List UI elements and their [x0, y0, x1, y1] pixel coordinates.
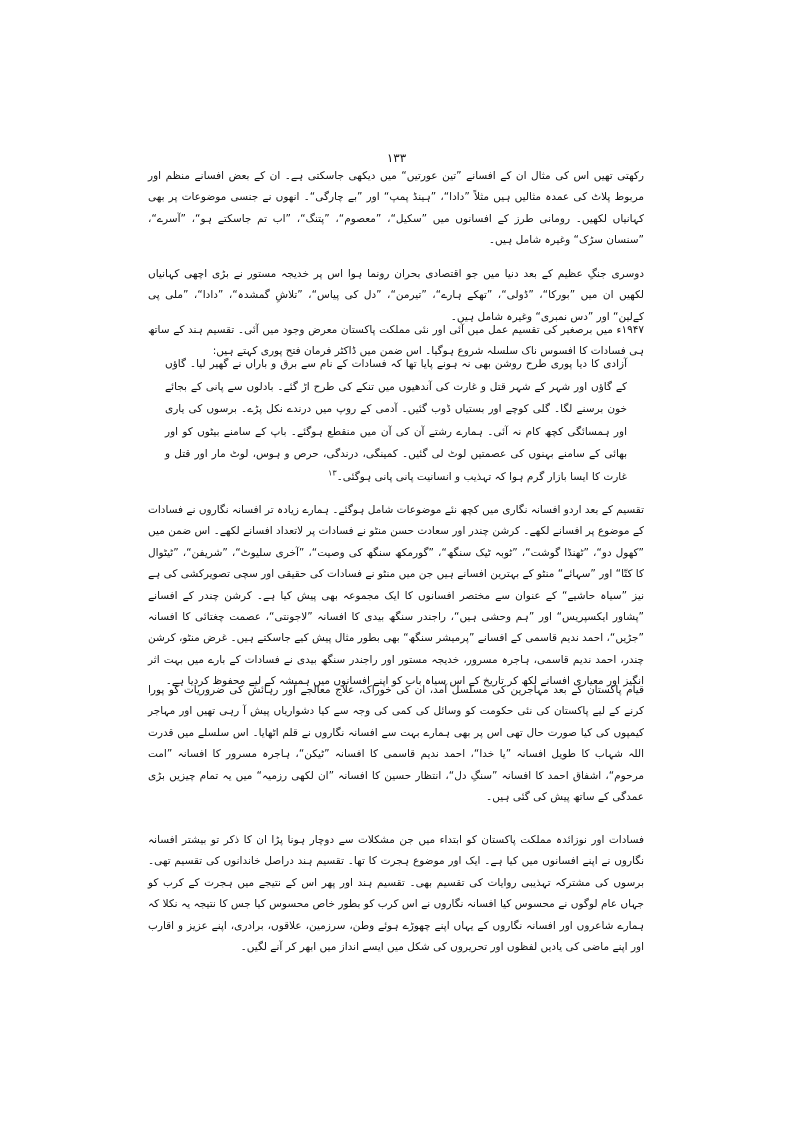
footnote-reference: ۱۳ — [328, 468, 337, 477]
paragraph-6: فسادات اور نوزائدہ مملکت پاکستان کو ابتداء میں جن مشکلات سے دوچار ہونا پڑا ان کا ذکر تو بیشتر افسانہ نگاروں نے اپنے افسانوں میں کیا ہے۔ ایک اور موضوع ہجرت کا تھا۔ تقسیم ہند دراصل خاندانوں کی تقسیم تھی۔ برسوں کی مشترکہ تہذیبی روایات کی تقسیم بھی۔ تقسیم ہند اور پھر اس کے نتیجے میں ہجرت کے کرب کو جہاں عام لوگوں نے محسوس کیا افسانہ نگاروں نے اس کرب کو بطور خاص محسوس کیا جس کا نتیجہ یہ نکلا کہ ہمارے شاعروں اور افسانہ نگاروں کے یہاں اپنے چھوڑے ہوئے وطن، سرزمین، علاقوں، برادری، اپنے عزیز و اقارب اور اپنے ماضی کی یادیں لفظوں اور تحریروں کی شکل میں ایسے انداز میں ابھر کر آنے لگیں۔ — [148, 834, 644, 954]
paragraph-5: قیام پاکستان کے بعد مہاجرین کی مسلسل آمد، ان کی خوراک، علاج معالجے اور رہائش کی ضروریات کو پورا کرنے کے لیے پاکستان کی نئی حکومت کو وسائل کی کمی کی وجہ سے کیا دشواریاں پیش آ رہی تھیں اور مہاجر کیمپوں کی کیا صورت حال تھی اس پر بھی ہمارے بہت سے افسانہ نگاروں نے قلم اٹھایا۔ اس سلسلے میں قدرت اللہ شہاب کا طویل افسانہ ”یا خدا“، احمد ندیم قاسمی کا افسانہ ”ٹیکن“، ہاجرہ مسرور کا افسانہ ”امت مرحوم“، اشفاق احمد کا افسانہ ”سنگِ دل“، انتظار حسین کا افسانہ ”ان لکھی رزمیہ“ میں یہ تمام چیزیں بڑی عمدگی کے ساتھ پیش کی گئی ہیں۔ — [148, 684, 644, 804]
block-quote — [165, 353, 627, 488]
paragraph-2: دوسری جنگِ عظیم کے بعد دنیا میں جو اقتصادی بحران رونما ہوا اس پر خدیجہ مستور نے بڑی اچھی کہانیاں لکھیں ان میں ”بورکا“، ”ڈولی“، ”تھکے ہارے“، ”تیرمن“، ”دل کی پیاس“، ”تلاشِ گمشدہ“، ”دادا“، ”ملی پی کےلین“ اور ”دس نمبری“ وغیرہ شامل ہیں۔ — [148, 268, 644, 323]
paragraph-3: ۱۹۴۷ء میں برصغیر کی تقسیم عمل میں آئی اور نئی مملکت پاکستان معرض وجود میں آئی۔ تقسیم ہند کے ساتھ ہی فسادات کا افسوس ناک سلسلہ شروع ہوگیا۔ اس ضمن میں ڈاکٹر فرمان فتح پوری کہتے ہیں: — [148, 324, 644, 358]
paragraph-4: تقسیم کے بعد اردو افسانہ نگاری میں کچھ نئے موضوعات شامل ہوگئے۔ ہمارے زیادہ تر افسانہ نگاروں نے فسادات کے موضوع پر افسانے لکھے۔ کرشن چندر اور سعادت حسن منٹو نے فسادات پر لاتعداد افسانے لکھے۔ اس ضمن میں ”کھول دو“، ”ٹھنڈا گوشت“، ”ٹوبہ ٹیک سنگھ“، ”گورمکھ سنگھ کی وصیت“، ”آخری سلیوٹ“، ”شریفن“، ”ٹیٹوال کا کتّا“ اور ”سہائے“ منٹو کے بہترین افسانے ہیں جن میں منٹو نے فسادات کی حقیقی اور سچی تصویرکشی کی ہے نیز ”سیاہ حاشیے“ کے عنوان سے مختصر افسانوں کا ایک مجموعہ بھی پیش کیا ہے۔ کرشن چندر کے افسانے ”پشاور ایکسپریس“ اور ”ہم وحشی ہیں“، راجندر سنگھ بیدی کا افسانہ ”لاجونتی“، عصمت چغتائی کا افسانہ ”جڑیں“، احمد ندیم قاسمی کے افسانے ”پرمیشر سنگھ“ بھی بطور مثال پیش کیے جاسکتے ہیں۔ غرض منٹو، کرشن چندر، احمد ندیم قاسمی، ہاجرہ مسرور، خدیجہ مستور اور راجندر سنگھ بیدی نے فسادات کے بارے میں بہت اثر انگیز اور معیاری افسانے لکھ کر تاریخ کے اس سیاہ باب کو اپنے افسانوں میں ہمیشہ کے لیے محفوظ کردیا ہے۔ — [148, 504, 644, 688]
block-quote-text: آزادی کا دیا پوری طرح روشن بھی نہ ہونے پایا تھا کہ فسادات کے نام سے برق و باراں نے گھیر لیا۔ گاؤں کے گاؤں اور شہر کے شہر قتل و غارت کی آندھیوں میں تنکے کی طرح اڑ گئے۔ بادلوں سے پانی کے بجائے خون برسنے لگا۔ گلی کوچے اور بستیاں ڈوب گئیں۔ آدمی کے روپ میں درندے نکل پڑے۔ برسوں کی یاری اور ہمسائگی کچھ کام نہ آئی۔ ہمارے رشتے آن کی آن میں منقطع ہوگئے۔ باپ کے سامنے بیٹوں کو اور بھائی کے سامنے بہنوں کی عصمتیں لوٹ لی گئیں۔ کمینگی، درندگی، حرص و ہوس، لوٹ مار اور قتل و غارت کا ایسا بازار گرم ہوا کہ تہذیب و انسانیت پانی پانی ہوگئی۔ — [165, 358, 627, 483]
paragraph-1: رکھتی تھیں اس کی مثال ان کے افسانے ”تین عورتیں“ میں دیکھی جاسکتی ہے۔ ان کے بعض افسانے منظم اور مربوط پلاٹ کی عمدہ مثالیں ہیں مثلاً ”دادا“، ”ہینڈ پمپ“ اور ”بے چارگی“۔ انھوں نے جنسی موضوعات پر بھی کہانیاں لکھیں۔ رومانی طرز کے افسانوں میں ”سکیل“، ”معصوم“، ”پتنگ“، ”اب تم جاسکتے ہو“، ”آسرے“، ”سنسان سڑک“ وغیرہ شامل ہیں۔ — [148, 170, 644, 247]
page-number: ۱۳۳ — [386, 151, 407, 165]
